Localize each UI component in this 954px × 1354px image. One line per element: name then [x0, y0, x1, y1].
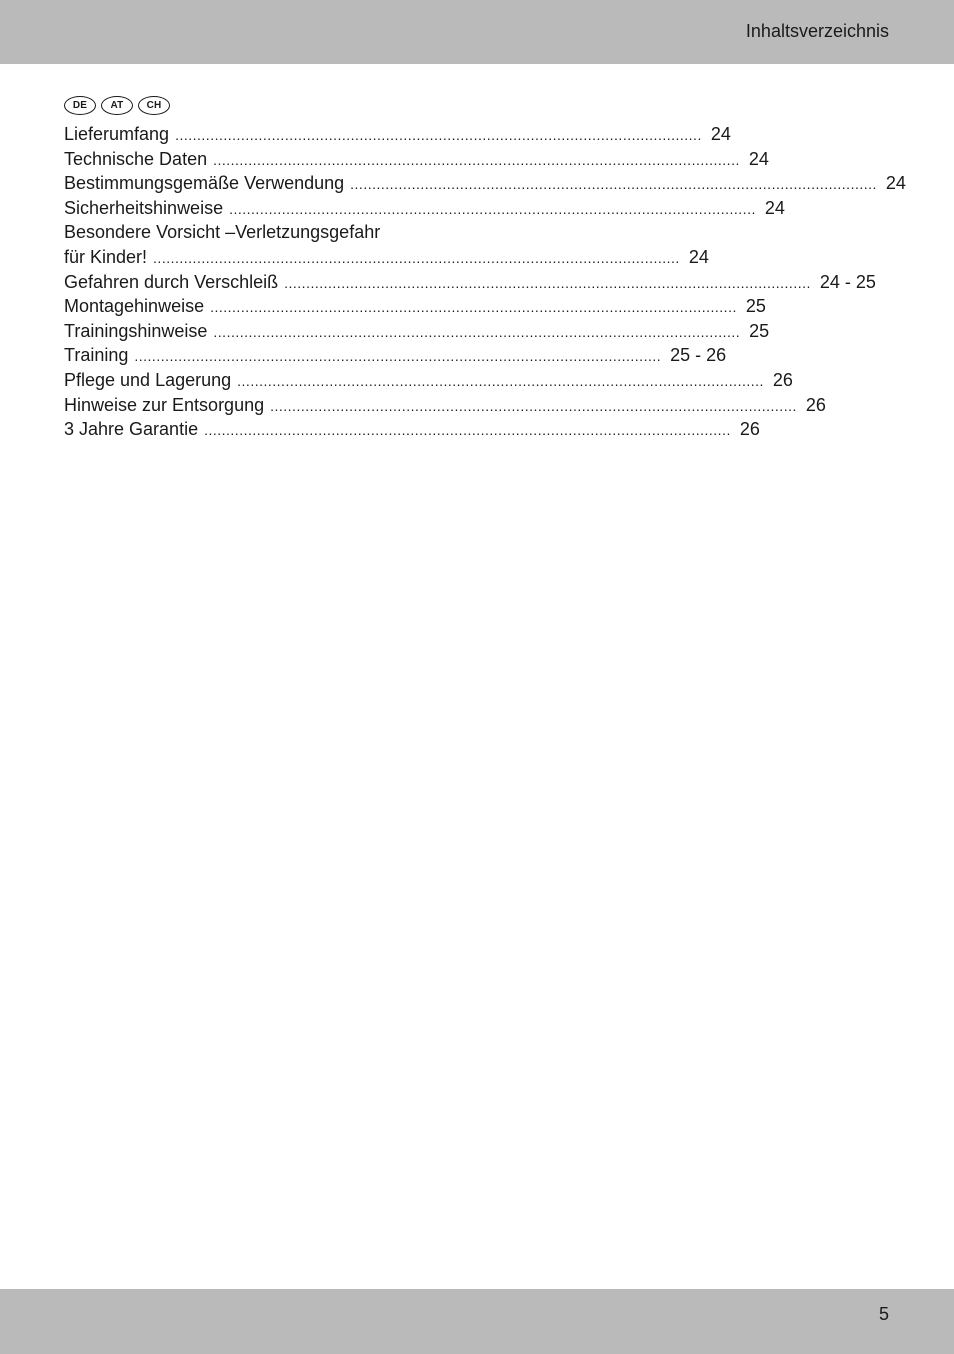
toc-leader-dots: ........................................................................................................................	[210, 299, 737, 316]
toc-entry-page: 26	[772, 369, 793, 390]
toc-entry-label: Besondere Vorsicht –Verletzungsgefahr	[64, 222, 381, 243]
toc-entry-page: 24	[688, 246, 709, 267]
header-band	[0, 0, 954, 64]
toc-leader-dots: ........................................................................................................................	[153, 249, 680, 266]
country-badge-at: AT	[101, 96, 133, 115]
toc-entry-hinweise-zur-entsorgung[interactable]	[64, 393, 826, 418]
toc-entry-trainingshinweise[interactable]	[64, 319, 770, 344]
toc-entry-gefahren-durch-verschleiss[interactable]	[64, 270, 876, 295]
toc-entry-label: Trainingshinweise	[64, 320, 208, 341]
toc-entry-label: für Kinder!	[64, 246, 148, 267]
toc-leader-dots: ........................................................................................................................	[175, 127, 702, 143]
toc-entry-label: Pflege und Lagerung	[64, 369, 232, 390]
toc-entry-label: Gefahren durch Verschleiß	[64, 271, 279, 292]
toc-entry-page: 25	[749, 320, 770, 341]
toc-entry-label: Hinweise zur Entsorgung	[64, 394, 265, 415]
toc-leader-dots: ........................................................................................................................	[204, 422, 731, 439]
toc-entry-montagehinweise[interactable]	[64, 294, 766, 319]
toc-entry-pflege-und-lagerung[interactable]	[64, 368, 793, 393]
toc-leader-dots: ........................................................................................................................	[270, 397, 797, 414]
toc-leader-dots: ........................................................................................................................	[229, 200, 756, 217]
toc-entry-page: 25	[745, 296, 766, 317]
toc-entry-label: Lieferumfang	[64, 124, 170, 144]
toc-entry-label: Montagehinweise	[64, 296, 205, 317]
toc-entry-page: 24 - 25	[819, 271, 876, 292]
toc-leader-dots: ........................................................................................................................	[284, 274, 811, 291]
toc-entry-bestimmungsgemaesse-verwendung[interactable]	[64, 171, 906, 196]
country-badge-de: DE	[64, 96, 96, 115]
toc-entry-page: 24	[748, 148, 769, 169]
toc-leader-dots: ........................................................................................................................	[213, 151, 740, 168]
toc-entry-label: Bestimmungsgemäße Verwendung	[64, 173, 345, 194]
toc-entry-page: 24	[710, 124, 731, 144]
toc-entry-page: 24	[764, 197, 785, 218]
toc-leader-dots: ........................................................................................................................	[213, 323, 741, 340]
toc-entry-label: Training	[64, 345, 129, 366]
toc-entry-training[interactable]	[64, 343, 727, 368]
toc-entry-page: 26	[805, 394, 826, 415]
header-title: Inhaltsverzeichnis	[745, 21, 889, 41]
toc-entry-page: 24	[885, 173, 906, 194]
toc-entry-page: 26	[739, 419, 760, 440]
toc-entry-3-jahre-garantie[interactable]	[64, 417, 760, 442]
toc-entry-lieferumfang[interactable]	[64, 122, 731, 147]
toc-entry-page: 25 - 26	[670, 345, 727, 366]
toc-entry-sicherheitshinweise[interactable]	[64, 196, 785, 221]
country-badges	[64, 96, 170, 115]
footer-band	[0, 1289, 954, 1354]
toc-entry-fuer-kinder[interactable]	[64, 245, 709, 270]
toc-leader-dots: ........................................................................................................................	[350, 176, 877, 193]
toc-entry-besondere-vorsicht[interactable]	[64, 220, 453, 245]
country-badge-ch: CH	[138, 96, 170, 115]
toc-entry-label: Sicherheitshinweise	[64, 197, 224, 218]
table-of-contents	[64, 122, 906, 442]
toc-entry-label: Technische Daten	[64, 148, 208, 169]
toc-entry-label: 3 Jahre Garantie	[64, 419, 199, 440]
toc-leader-dots: ........................................................................................................................	[237, 372, 764, 389]
toc-leader-dots: ........................................................................................................................	[134, 348, 662, 365]
toc-entry-technische-daten[interactable]	[64, 147, 769, 172]
page-number: 5	[878, 1304, 889, 1324]
